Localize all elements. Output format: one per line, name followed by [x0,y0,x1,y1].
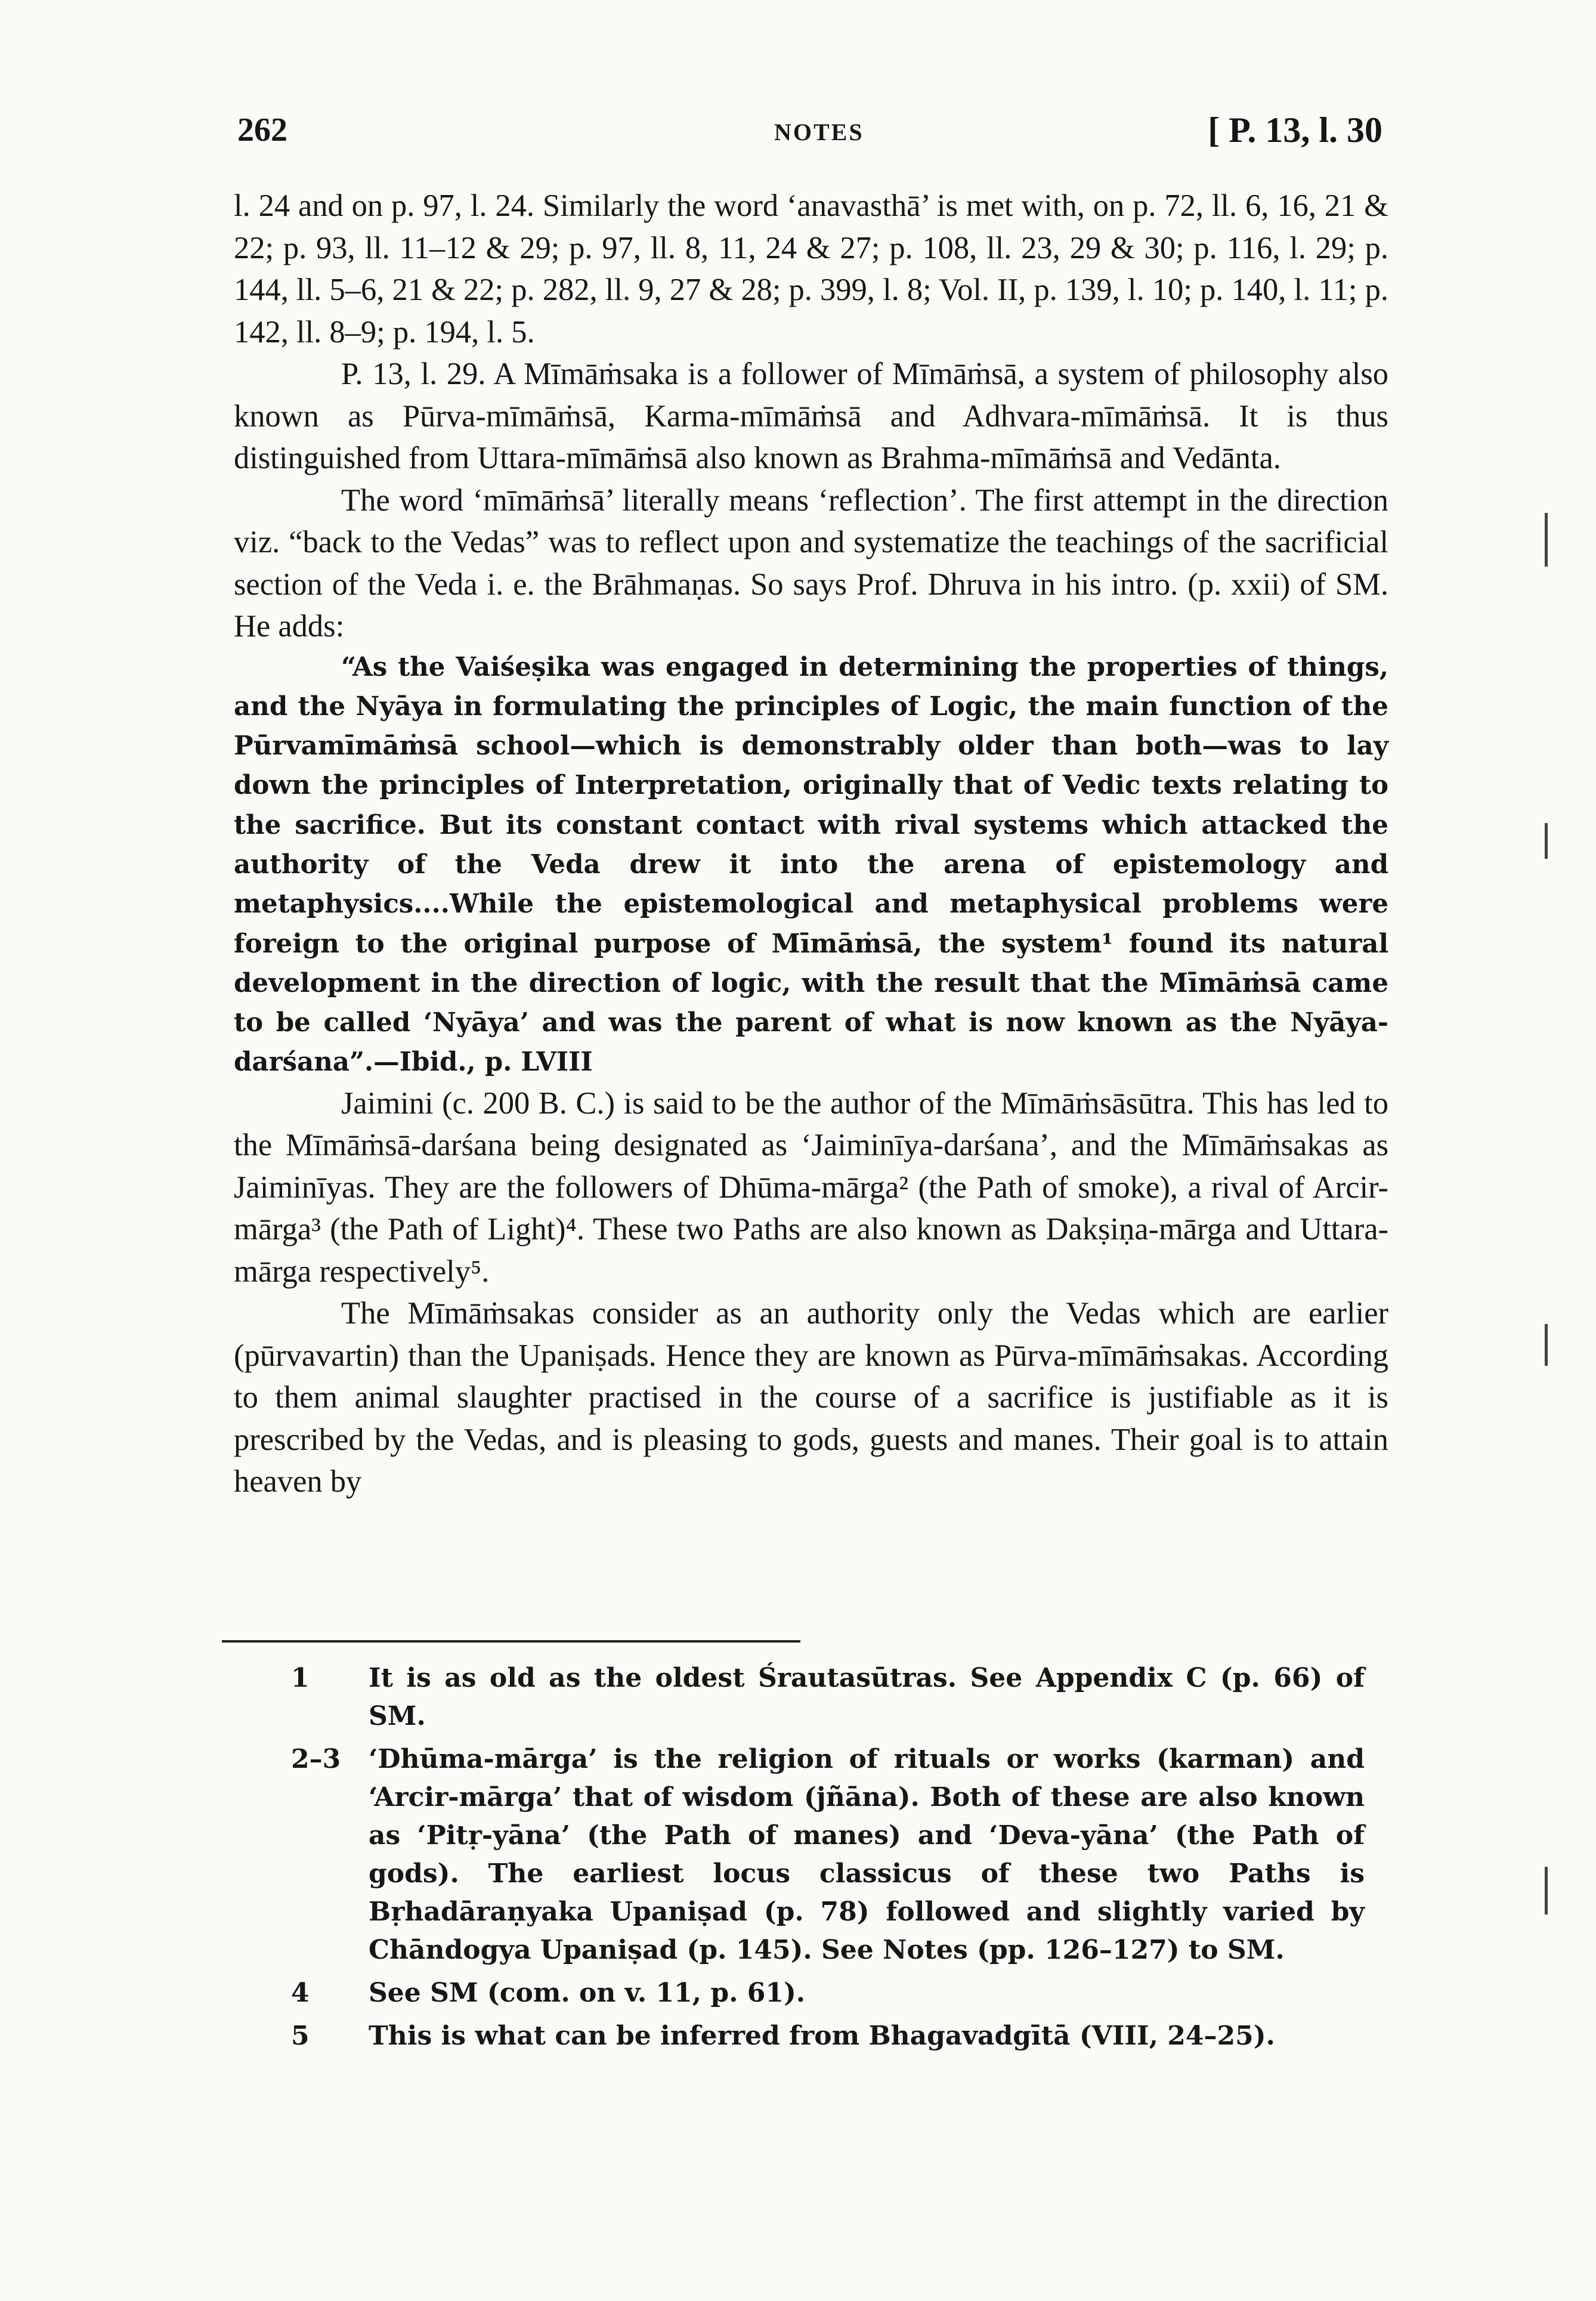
page-number: 262 [237,112,287,149]
footnote-number: 2–3 [291,1744,341,1774]
footnote-divider [222,1640,800,1643]
footnote [291,1659,1365,1736]
footnote-text: It is as old as the oldest Śrautasūtras. See Appendix C (p. 66) of SM. [369,1663,1365,1731]
running-title: NOTES [774,119,864,146]
footnote [291,2017,1365,2055]
footnote-number: 4 [291,1978,310,2008]
section-reference: [ P. 13, l. 30 [1208,110,1382,150]
scan-edge-mark [1545,823,1548,859]
scan-edge-mark [1545,513,1548,567]
paragraph-continuation: l. 24 and on p. 97, l. 24. Similarly the word ‘anavasthā’ is met with, on p. 72, ll. 6, 16, 21 & 22; p. 93, ll. 11–12 & 29; p. 97, ll. 8, 11, 24 & 27; p. 108, ll. 23, 29 & 30; p. 116, l. 29; p. 144, ll. 5–6, 21 & 22; p. 282, ll. 9, 27 & 28; p. 399, l. 8; Vol. II, p. 139, l. 10; p. 140, l. 11; p. 142, ll. 8–9; p. 194, l. 5. [234,188,1388,350]
block-quote: “As the Vaiśeṣika was engaged in determining the properties of things, and the Nyāya in formulating the principles of Logic, the main function of the Pūrvamīmāṁsā school—which is demonstrably older than both—was to lay down the principles of Interpretation, originally that of Vedic texts relating to the sacrifice. But its constant contact with rival systems which attacked the authority of the Veda drew it into the arena of epistemology and metaphysics....While the epistemological and metaphysical problems were foreign to the original purpose of Mīmāṁsā, the system¹ found its natural development in the direction of logic, with the result that the Mīmāṁsā came to be called ‘Nyāya’ and was the parent of what is now known as the Nyāya-darśana”.—Ibid., p. LVIII [234,651,1388,1078]
paragraph-mimamsakas: The Mīmāṁsakas consider as an authority only the Vedas which are earlier (pūrvavartin) than the Upaniṣads. Hence they are known as Pūrva-mīmāṁsakas. According to them animal slaughter practised in the course of a sacrifice is justifiable as it is prescribed by the Vedas, and is pleasing to gods, guests and manes. Their goal is to attain heaven by [234,1296,1388,1499]
scan-edge-mark [1545,1867,1548,1915]
main-text [234,185,1388,1503]
footnote [291,1740,1365,1969]
paragraph-mimamsaka: P. 13, l. 29. A Mīmāṁsaka is a follower of Mīmāṁsā, a system of philosophy also known as Pūrva-mīmāṁsā, Karma-mīmāṁsā and Adhvara-mīmāṁsā. It is thus distinguished from Uttara-mīmāṁsā also known as Brahma-mīmāṁsā and Vedānta. [234,357,1388,475]
footnote-text: See SM (com. on v. 11, p. 61). [369,1978,806,2008]
footnote-text: This is what can be inferred from Bhagavadgītā (VIII, 24–25). [369,2021,1275,2051]
page-header [237,106,1382,160]
footnote-text: ‘Dhūma-mārga’ is the religion of rituals or works (karman) and ‘Arcir-mārga’ that of wisdom (jñāna). Both of these are also known as ‘Pitṛ-yāna’ (the Path of manes) and ‘Deva-yāna’ (the Path of gods). The earliest locus classicus of these two Paths is Bṛhadāraṇyaka Upaniṣad (p. 78) followed and slightly varied by Chāndogya Upaniṣad (p. 145). See Notes (pp. 126–127) to SM. [369,1744,1365,1965]
scan-edge-mark [1545,1324,1548,1366]
paragraph-mimamsa-meaning: The word ‘mīmāṁsā’ literally means ‘reflection’. The first attempt in the direction viz. “back to the Vedas” was to reflect upon and systematize the teachings of the sacrificial section of the Veda i. e. the Brāhmaṇas. So says Prof. Dhruva in his intro. (p. xxii) of SM. He adds: [234,483,1388,644]
footnotes [291,1659,1365,2060]
footnote-number: 5 [291,2021,310,2051]
footnote-number: 1 [291,1663,310,1693]
paragraph-jaimini: Jaimini (c. 200 B. C.) is said to be the author of the Mīmāṁsāsūtra. This has led to the Mīmāṁsā-darśana being designated as ‘Jaiminīya-darśana’, and the Mīmāṁsakas as Jaiminīyas. They are the followers of Dhūma-mārga² (the Path of smoke), a rival of Arcir-mārga³ (the Path of Light)⁴. These two Paths are also known as Dakṣiṇa-mārga and Uttara-mārga respectively⁵. [234,1085,1388,1289]
footnote [291,1974,1365,2012]
